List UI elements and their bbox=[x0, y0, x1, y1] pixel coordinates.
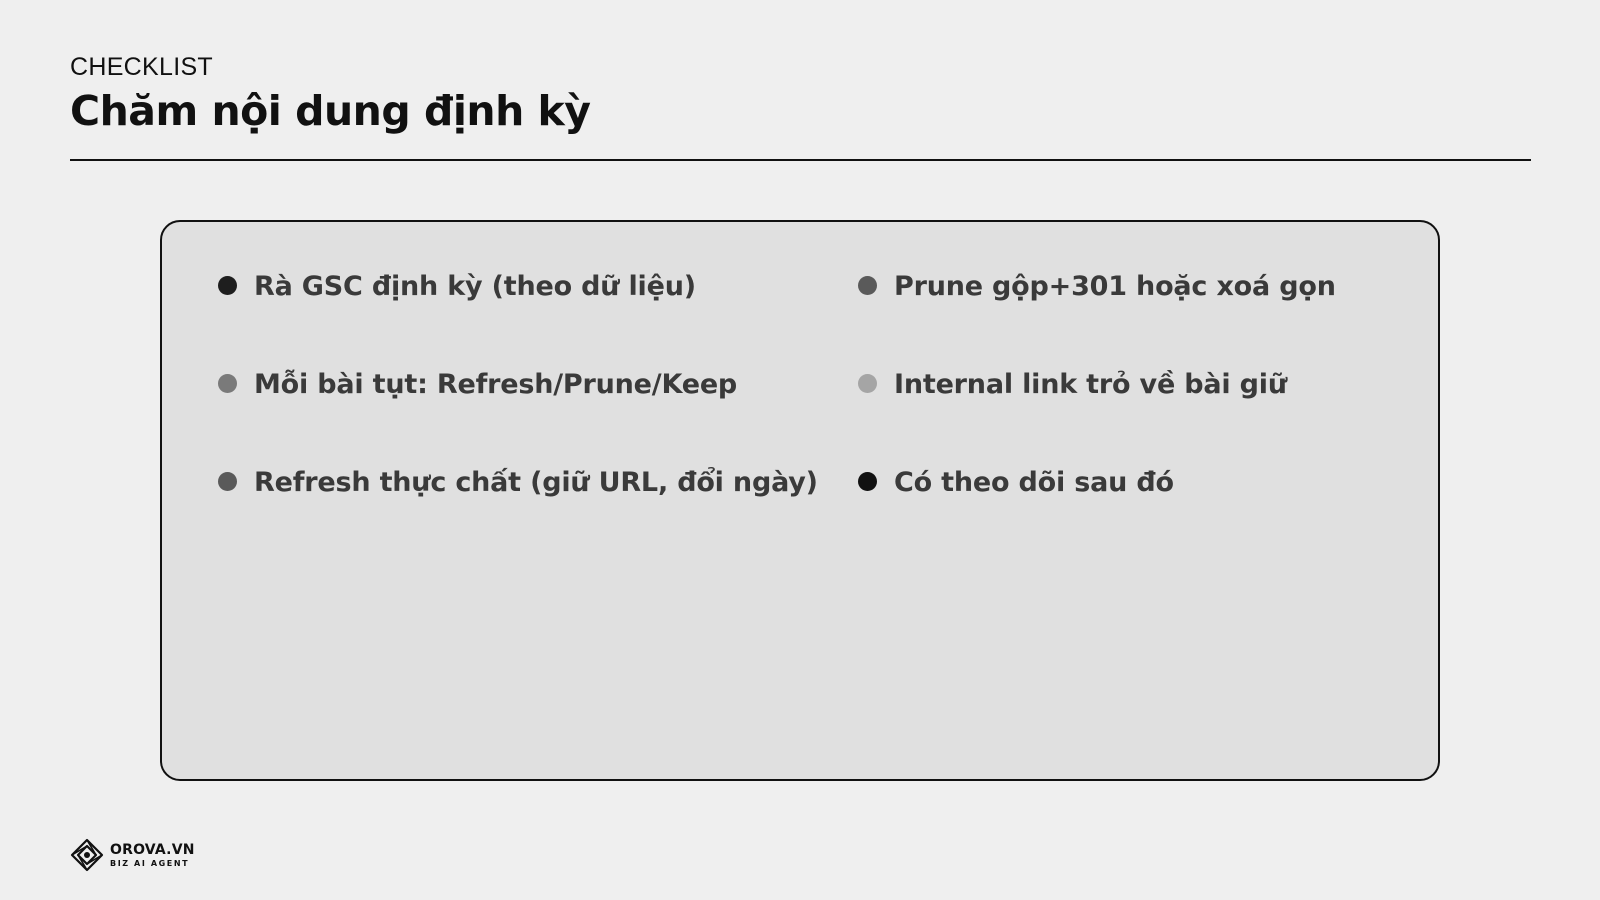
brand-tagline: BIZ AI AGENT bbox=[110, 858, 190, 868]
bullet-dot bbox=[218, 472, 237, 491]
title-divider bbox=[70, 159, 1531, 161]
brand-logo bbox=[70, 838, 195, 872]
checklist-item bbox=[218, 364, 737, 404]
orova-logo-icon bbox=[70, 838, 104, 872]
checklist-item-label: Mỗi bài tụt: Refresh/Prune/Keep bbox=[254, 368, 738, 400]
checklist-item bbox=[858, 462, 1174, 502]
bullet-dot bbox=[858, 276, 877, 295]
bullet-dot bbox=[218, 374, 237, 393]
checklist-card bbox=[160, 220, 1440, 781]
checklist-item-label: Prune gộp+301 hoặc xoá gọn bbox=[894, 270, 1336, 302]
checklist-item-label: Internal link trỏ về bài giữ bbox=[894, 368, 1287, 400]
bullet-dot bbox=[858, 472, 877, 491]
checklist-item bbox=[218, 462, 818, 502]
bullet-dot bbox=[858, 374, 877, 393]
checklist-item bbox=[218, 266, 696, 306]
brand-name: OROVA.VN bbox=[110, 841, 195, 858]
checklist-item-label: Refresh thực chất (giữ URL, đổi ngày) bbox=[254, 466, 818, 498]
checklist-item-label: Có theo dõi sau đó bbox=[894, 466, 1174, 498]
checklist-item bbox=[858, 364, 1287, 404]
checklist-item-label: Rà GSC định kỳ (theo dữ liệu) bbox=[254, 270, 696, 302]
eyebrow-label: CHECKLIST bbox=[70, 53, 214, 81]
checklist-item bbox=[858, 266, 1336, 306]
bullet-dot bbox=[218, 276, 237, 295]
page-title: Chăm nội dung định kỳ bbox=[70, 87, 591, 135]
